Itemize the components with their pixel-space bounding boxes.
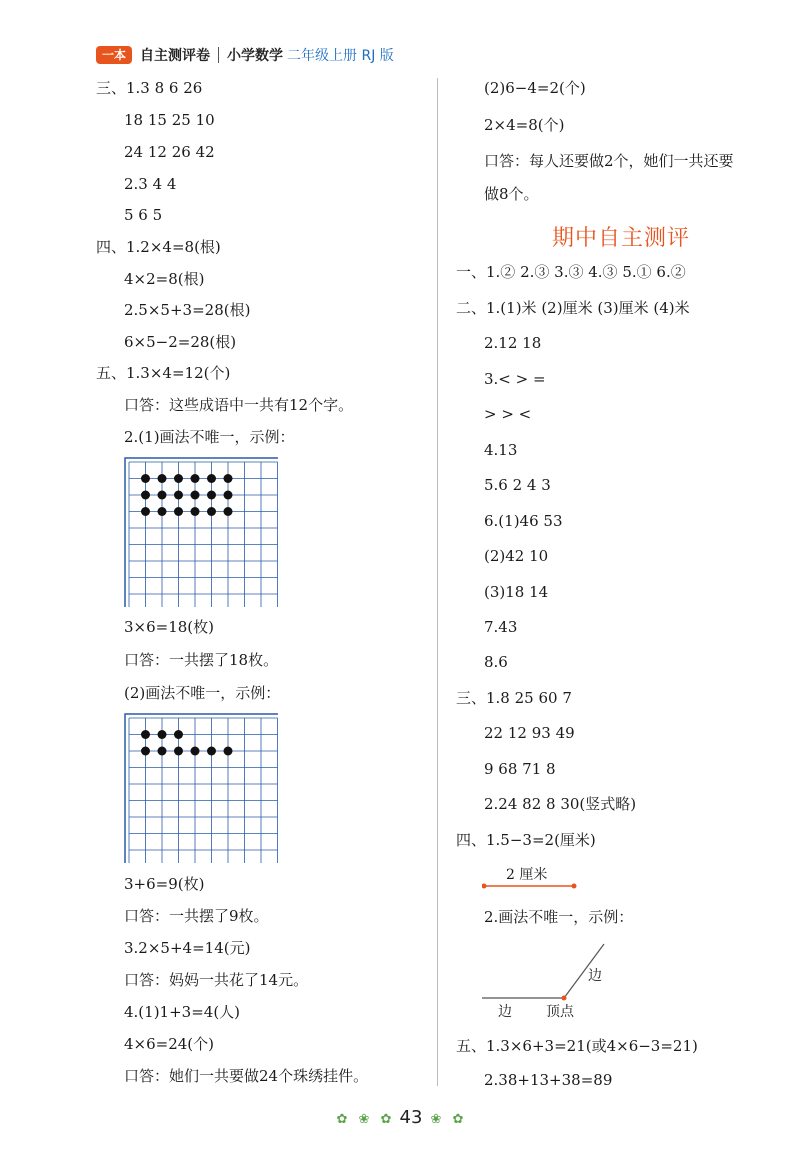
page-footer <box>0 1107 800 1128</box>
chess-piece-dot <box>158 491 167 500</box>
chess-piece-dot <box>158 747 167 756</box>
answer-line: 口答：这些成语中一共有12个字。 <box>124 396 354 414</box>
chess-piece-dot <box>224 474 233 483</box>
answer-line: 口答：每人还要做2个，她们一共还要 <box>484 152 734 170</box>
column-divider <box>437 78 438 1086</box>
section-title: 期中自主测评 <box>552 226 691 251</box>
chess-piece-dot <box>141 491 150 500</box>
answer-line: 三、1.3 8 6 26 <box>96 79 203 97</box>
answer-line: 3×6=18(枚) <box>124 618 215 636</box>
chess-piece-dot <box>207 507 216 516</box>
answer-line: 5 6 5 <box>124 206 163 224</box>
answer-line: 2.3 4 4 <box>124 175 177 193</box>
chess-piece-dot <box>174 507 183 516</box>
chess-piece-dot <box>174 730 183 739</box>
answer-line: 6×5−2=28(根) <box>124 333 237 351</box>
chess-piece-dot <box>191 507 200 516</box>
header-separator <box>218 47 219 63</box>
grade-label: 二年级上册 RJ 版 <box>287 48 394 64</box>
answer-line: 口答：一共摆了18枚。 <box>124 651 279 669</box>
answer-line: 4×6=24(个) <box>124 1035 215 1053</box>
answer-line: 三、1.8 25 60 7 <box>456 689 572 707</box>
chess-piece-dot <box>191 491 200 500</box>
segment-label: 2 厘米 <box>506 867 548 883</box>
page-number: 43 <box>399 1107 423 1128</box>
dot-grid-example-1 <box>124 457 278 607</box>
answer-line: 5.6 2 4 3 <box>484 476 551 494</box>
brand-logo: 一本 <box>96 46 132 64</box>
chess-piece-dot <box>141 474 150 483</box>
answer-line: 7.43 <box>484 618 518 636</box>
answer-line: 口答：她们一共要做24个珠绣挂件。 <box>124 1067 369 1085</box>
vertex-label: 顶点 <box>546 1004 574 1020</box>
answer-line: 22 12 93 49 <box>484 724 575 742</box>
answer-line: 四、1.5−3=2(厘米) <box>456 831 596 849</box>
chess-piece-dot <box>141 730 150 739</box>
answer-line: 五、1.3×4=12(个) <box>96 364 231 382</box>
chess-piece-dot <box>141 747 150 756</box>
chess-piece-dot <box>174 474 183 483</box>
chess-piece-dot <box>207 474 216 483</box>
chess-piece-dot <box>158 474 167 483</box>
answer-line: (2)6−4=2(个) <box>484 79 586 97</box>
angle-diagram <box>478 940 618 1024</box>
sprout-icon: ❀ <box>358 1112 370 1127</box>
answer-line: 做8个。 <box>484 185 539 203</box>
chess-piece-dot <box>158 507 167 516</box>
answer-line: 2.24 82 8 30(竖式略) <box>484 795 637 813</box>
answer-line: 2×4=8(个) <box>484 116 565 134</box>
chess-piece-dot <box>224 507 233 516</box>
chess-piece-dot <box>174 491 183 500</box>
chess-piece-dot <box>207 747 216 756</box>
sprout-icon: ✿ <box>452 1112 464 1127</box>
chess-piece-dot <box>158 730 167 739</box>
answer-line: 2.画法不唯一，示例： <box>484 908 634 926</box>
answer-line: 一、1.② 2.③ 3.③ 4.③ 5.① 6.② <box>456 263 686 281</box>
angle-side-label: 边 <box>498 1004 512 1020</box>
answer-line: 4×2=8(根) <box>124 270 205 288</box>
chess-piece-dot <box>174 747 183 756</box>
sprout-icon: ✿ <box>336 1112 348 1127</box>
chess-piece-dot <box>191 747 200 756</box>
answer-line: (3)18 14 <box>484 583 549 601</box>
answer-line: 4.13 <box>484 441 518 459</box>
answer-line: 2.12 18 <box>484 334 542 352</box>
answer-line: 24 12 26 42 <box>124 143 215 161</box>
subject-label: 小学数学 <box>227 48 284 64</box>
answer-line: (2)42 10 <box>484 547 549 565</box>
answer-line: 3.2×5+4=14(元) <box>124 939 251 957</box>
answer-line: 2.5×5+3=28(根) <box>124 301 251 319</box>
angle-side-label: 边 <box>588 968 602 984</box>
answer-line: 二、1.(1)米 (2)厘米 (3)厘米 (4)米 <box>456 299 690 317</box>
sprout-icon: ✿ <box>380 1112 392 1127</box>
answer-line: 9 68 71 8 <box>484 760 556 778</box>
chess-piece-dot <box>141 507 150 516</box>
chess-piece-dot <box>191 474 200 483</box>
answer-line: 2.38+13+38=89 <box>484 1071 613 1089</box>
answer-line: 3.< > = <box>484 370 546 388</box>
answer-line: (2)画法不唯一，示例： <box>124 684 281 702</box>
book-title: 自主测评卷 <box>140 48 211 64</box>
answer-line: 四、1.2×4=8(根) <box>96 238 221 256</box>
answer-line: > > < <box>484 405 532 423</box>
chess-piece-dot <box>224 491 233 500</box>
chess-piece-dot <box>207 491 216 500</box>
page-header <box>96 43 394 67</box>
answer-line: 3+6=9(枚) <box>124 875 205 893</box>
answer-line: 8.6 <box>484 653 508 671</box>
segment-diagram <box>482 866 582 896</box>
dot-grid-example-2 <box>124 713 278 863</box>
answer-line: 6.(1)46 53 <box>484 512 563 530</box>
answer-line: 五、1.3×6+3=21(或4×6−3=21) <box>456 1037 698 1055</box>
answer-line: 2.(1)画法不唯一，示例： <box>124 428 295 446</box>
answer-line: 4.(1)1+3=4(人) <box>124 1003 241 1021</box>
chess-piece-dot <box>224 747 233 756</box>
answer-line: 口答：一共摆了9枚。 <box>124 907 269 925</box>
sprout-icon: ❀ <box>430 1112 442 1127</box>
answer-line: 口答：妈妈一共花了14元。 <box>124 971 309 989</box>
answer-line: 18 15 25 10 <box>124 111 215 129</box>
